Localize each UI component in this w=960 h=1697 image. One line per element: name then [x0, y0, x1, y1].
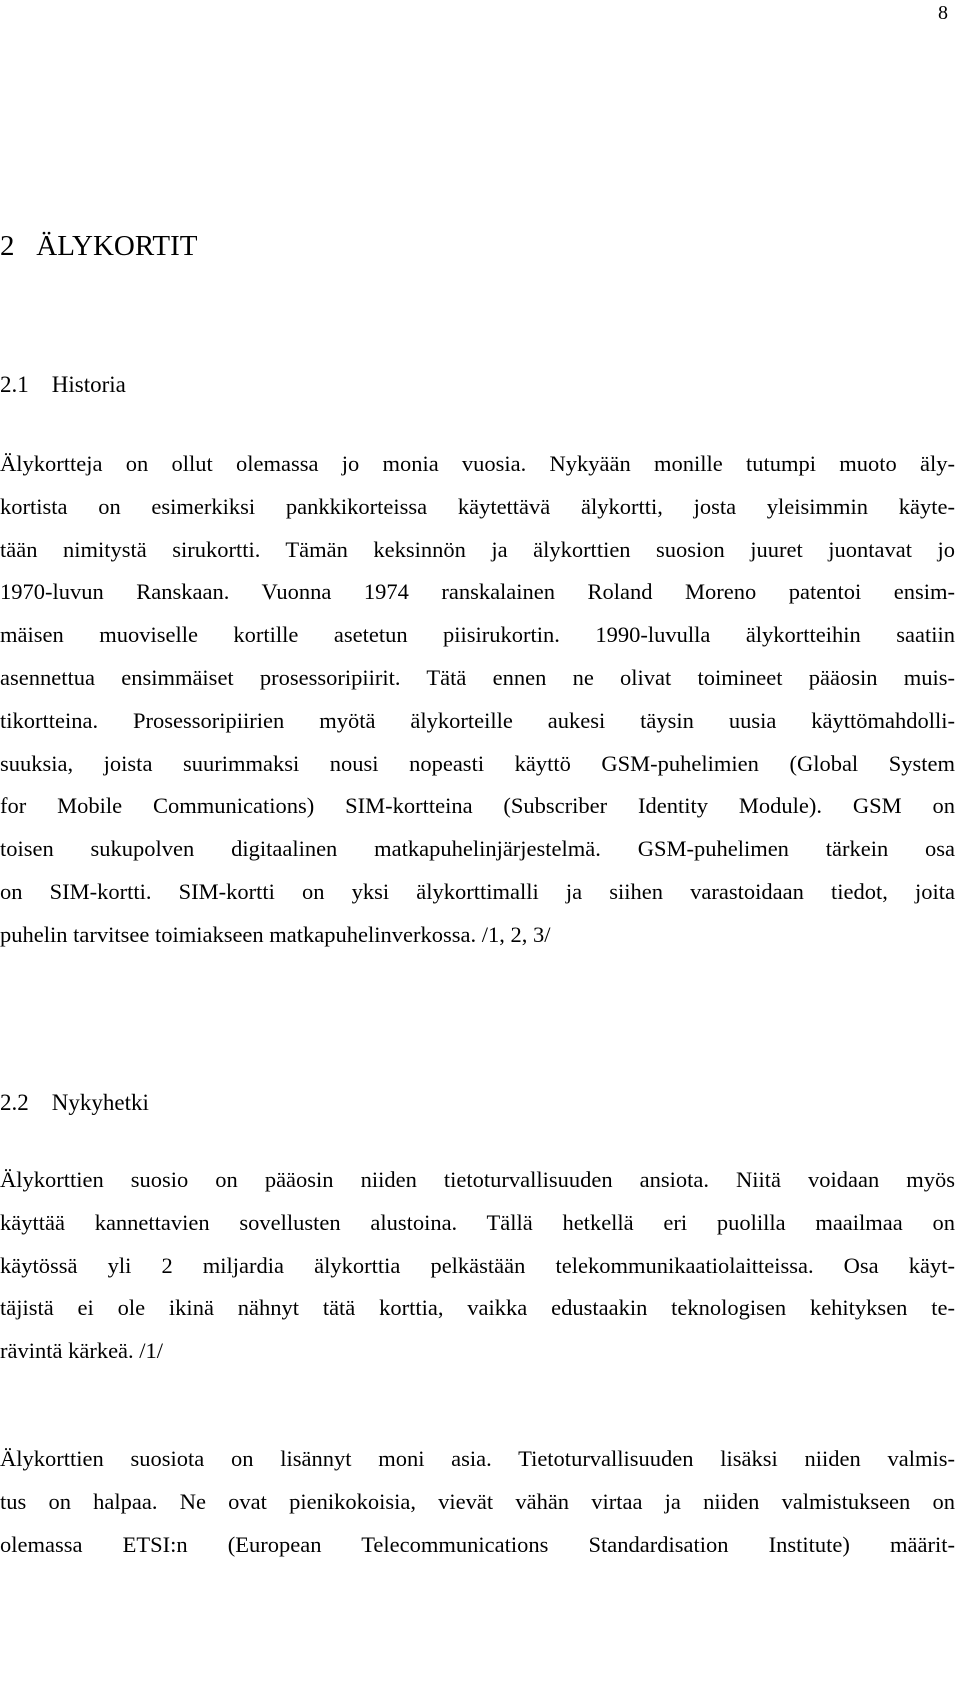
- text-line: käytössä yli 2 miljardia älykorttia pelkästään telekommunikaatiolaitteissa. Osa käyt-: [0, 1252, 955, 1278]
- text-line: mäisen muoviselle kortille asetetun piisirukortin. 1990-luvulla älykortteihin saatiin: [0, 622, 955, 648]
- text-line: puhelin tarvitsee toimiakseen matkapuhelinverkossa. /1, 2, 3/: [0, 921, 551, 947]
- text-line: rävintä kärkeä. /1/: [0, 1338, 164, 1364]
- text-line: Älykorttien suosiota on lisännyt moni asia. Tietoturvallisuuden lisäksi niiden valmis-: [0, 1446, 955, 1471]
- text-line: toisen sukupolven digitaalinen matkapuhelinjärjestelmä. GSM-puhelimen tärkein osa: [0, 836, 955, 862]
- text-line: on SIM-kortti. SIM-kortti on yksi älykorttimalli ja siihen varastoidaan tiedot, joita: [0, 878, 955, 904]
- text-line: kortista on esimerkiksi pankkikorteissa käytettävä älykortti, josta yleisimmin käyte-: [0, 493, 955, 519]
- text-line: tikortteina. Prosessoripiirien myötä älykorteille aukesi täysin uusia käyttömahdolli-: [0, 707, 955, 733]
- text-line: täjistä ei ole ikinä nähnyt tätä korttia, vaikka edustaakin teknologisen kehityksen te-: [0, 1295, 955, 1321]
- paragraph-nykyhetki-1: [0, 1159, 955, 1373]
- text-line: for Mobile Communications) SIM-kortteina (Subscriber Identity Module). GSM on: [0, 793, 955, 819]
- text-line: asennettua ensimmäiset prosessoripiirit. Tätä ennen ne olivat toimineet pääosin muis-: [0, 664, 955, 690]
- text-line: tään nimitystä sirukortti. Tämän keksinnön ja älykorttien suosion juuret juontavat jo: [0, 536, 955, 562]
- text-line: Älykorttien suosio on pääosin niiden tietoturvallisuuden ansiota. Niitä voidaan myös: [0, 1167, 955, 1192]
- paragraph-nykyhetki-2: [0, 1438, 955, 1566]
- text-line: Älykortteja on ollut olemassa jo monia vuosia. Nykyään monille tutumpi muoto äly-: [0, 451, 955, 476]
- text-line: suuksia, joista suurimmaksi nousi nopeasti käyttö GSM-puhelimien (Global System: [0, 750, 955, 776]
- section-heading-historia: 2.1 Historia: [0, 372, 126, 397]
- text-line: tus on halpaa. Ne ovat pienikokoisia, vievät vähän virtaa ja niiden valmistukseen on: [0, 1488, 955, 1514]
- section-heading-nykyhetki: 2.2 Nykyhetki: [0, 1090, 149, 1115]
- paragraph-historia: [0, 443, 955, 957]
- page-number: 8: [938, 2, 948, 24]
- text-line: olemassa ETSI:n (European Telecommunications Standardisation Institute) määrit-: [0, 1531, 955, 1557]
- chapter-title: 2 ÄLYKORTIT: [0, 230, 198, 262]
- text-line: käyttää kannettavien sovellusten alustoina. Tällä hetkellä eri puolilla maailmaa on: [0, 1209, 955, 1235]
- text-line: 1970-luvun Ranskaan. Vuonna 1974 ranskalainen Roland Moreno patentoi ensim-: [0, 579, 955, 605]
